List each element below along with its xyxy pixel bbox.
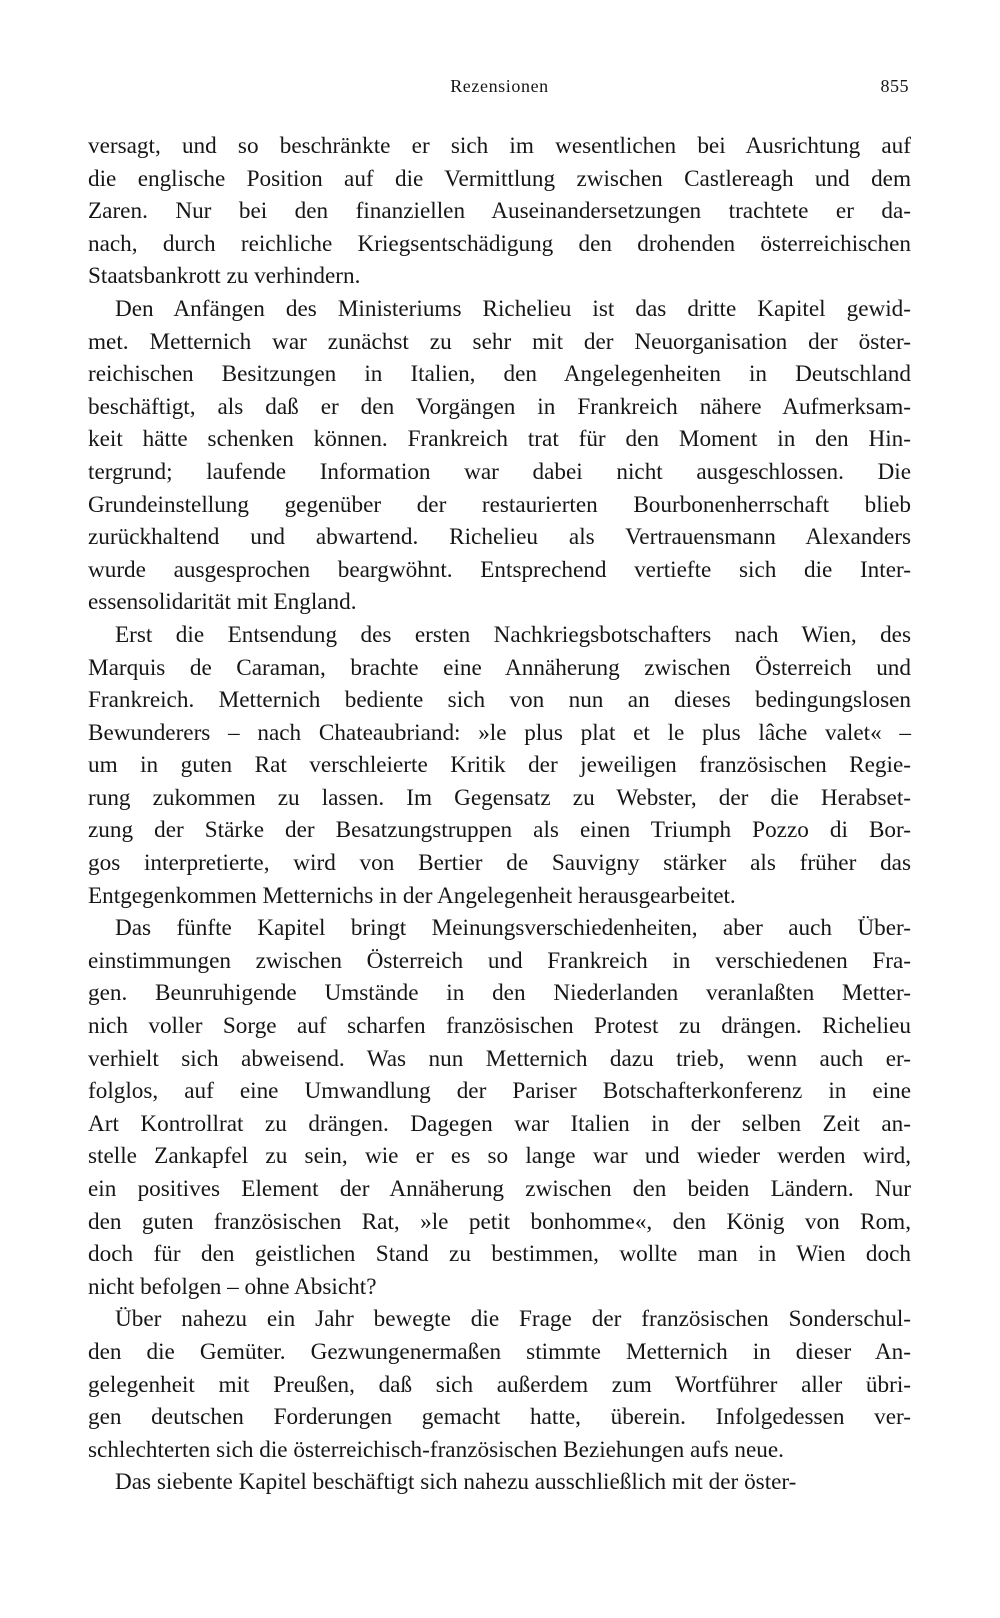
text-line: rung zukommen zu lassen. Im Gegensatz zu Webster, der die Herabset-: [88, 784, 911, 811]
text-line: den guten französischen Rat, »le petit bonhomme«, den König von Rom,: [88, 1208, 911, 1235]
body-text: [88, 130, 911, 1499]
text-line: Art Kontrollrat zu drängen. Dagegen war Italien in der selben Zeit an-: [88, 1110, 911, 1137]
running-header: [88, 76, 911, 102]
paragraph: [88, 1466, 911, 1499]
text-line: Bewunderers – nach Chateaubriand: »le plus plat et le plus lâche valet« –: [88, 719, 911, 746]
text-line: einstimmungen zwischen Österreich und Frankreich in verschiedenen Fra-: [88, 947, 911, 974]
text-line: gen. Beunruhigende Umstände in den Niederlanden veranlaßten Metter-: [88, 980, 911, 1007]
paragraph: [88, 130, 911, 293]
text-line: die englische Position auf die Vermittlung zwischen Castlereagh und dem: [88, 165, 911, 192]
page-number: 855: [880, 76, 909, 96]
text-line: folglos, auf eine Umwandlung der Pariser Botschafterkonferenz in eine: [88, 1078, 911, 1105]
text-line: Den Anfängen des Ministeriums Richelieu ist das dritte Kapitel gewid-: [115, 295, 911, 322]
paragraph: [88, 912, 911, 1303]
text-line: gelegenheit mit Preußen, daß sich außerdem zum Wortführer aller übri-: [88, 1371, 911, 1398]
text-line: nich voller Sorge auf scharfen französischen Protest zu drängen. Richelieu: [88, 1013, 911, 1040]
running-title: Rezensionen: [450, 76, 549, 96]
text-line: gos interpretierte, wird von Bertier de Sauvigny stärker als früher das: [88, 850, 911, 877]
text-line: versagt, und so beschränkte er sich im wesentlichen bei Ausrichtung auf: [88, 133, 911, 159]
text-line: schlechterten sich die österreichisch-französischen Beziehungen aufs neue.: [88, 1436, 784, 1463]
text-line: Grundeinstellung gegenüber der restaurierten Bourbonenherrschaft blieb: [88, 491, 911, 518]
text-line: Zaren. Nur bei den finanziellen Auseinandersetzungen trachtete er da-: [88, 198, 911, 225]
text-line: Frankreich. Metternich bediente sich von nun an dieses bedingungslosen: [88, 687, 911, 714]
text-line: reichischen Besitzungen in Italien, den Angelegenheiten in Deutschland: [88, 361, 911, 388]
text-line: Das fünfte Kapitel bringt Meinungsverschiedenheiten, aber auch Über-: [115, 915, 911, 942]
text-line: beschäftigt, als daß er den Vorgängen in Frankreich nähere Aufmerksam-: [88, 393, 911, 420]
text-line: um in guten Rat verschleierte Kritik der jeweiligen französischen Regie-: [88, 752, 911, 779]
text-line: met. Metternich war zunächst zu sehr mit der Neuorganisation der öster-: [88, 328, 911, 355]
text-line: Entgegenkommen Metternichs in der Angelegenheit herausgearbeitet.: [88, 882, 736, 909]
text-line: ein positives Element der Annäherung zwischen den beiden Ländern. Nur: [88, 1176, 911, 1202]
text-line: verhielt sich abweisend. Was nun Metternich dazu trieb, wenn auch er-: [88, 1045, 911, 1072]
text-line: Marquis de Caraman, brachte eine Annäherung zwischen Österreich und: [88, 654, 911, 681]
text-line: essensolidarität mit England.: [88, 589, 357, 616]
text-line: zurückhaltend und abwartend. Richelieu als Vertrauensmann Alexanders: [88, 524, 911, 551]
paragraph: [88, 293, 911, 619]
text-line: Erst die Entsendung des ersten Nachkriegsbotschafters nach Wien, des: [115, 621, 911, 648]
text-line: stelle Zankapfel zu sein, wie er es so lange war und wieder werden wird,: [88, 1143, 911, 1170]
text-line: zung der Stärke der Besatzungstruppen als einen Triumph Pozzo di Bor-: [88, 817, 911, 844]
text-line: wurde ausgesprochen beargwöhnt. Entsprechend vertiefte sich die Inter-: [88, 556, 911, 583]
text-line: keit hätte schenken können. Frankreich trat für den Moment in den Hin-: [88, 426, 911, 453]
text-line: Über nahezu ein Jahr bewegte die Frage der französischen Sonderschul-: [115, 1306, 911, 1333]
text-line: gen deutschen Forderungen gemacht hatte, überein. Infolgedessen ver-: [88, 1404, 911, 1431]
text-line: nach, durch reichliche Kriegsentschädigung den drohenden österreichischen: [88, 230, 911, 257]
text-line: doch für den geistlichen Stand zu bestimmen, wollte man in Wien doch: [88, 1241, 911, 1268]
text-line: nicht befolgen – ohne Absicht?: [88, 1273, 377, 1300]
paragraph: [88, 1303, 911, 1466]
text-line: Staatsbankrott zu verhindern.: [88, 263, 361, 290]
paragraph: [88, 619, 911, 912]
text-line: tergrund; laufende Information war dabei nicht ausgeschlossen. Die: [88, 458, 911, 485]
text-line: den die Gemüter. Gezwungenermaßen stimmte Metternich in dieser An-: [88, 1338, 911, 1365]
text-line: Das siebente Kapitel beschäftigt sich nahezu ausschließlich mit der öster-: [115, 1469, 797, 1496]
